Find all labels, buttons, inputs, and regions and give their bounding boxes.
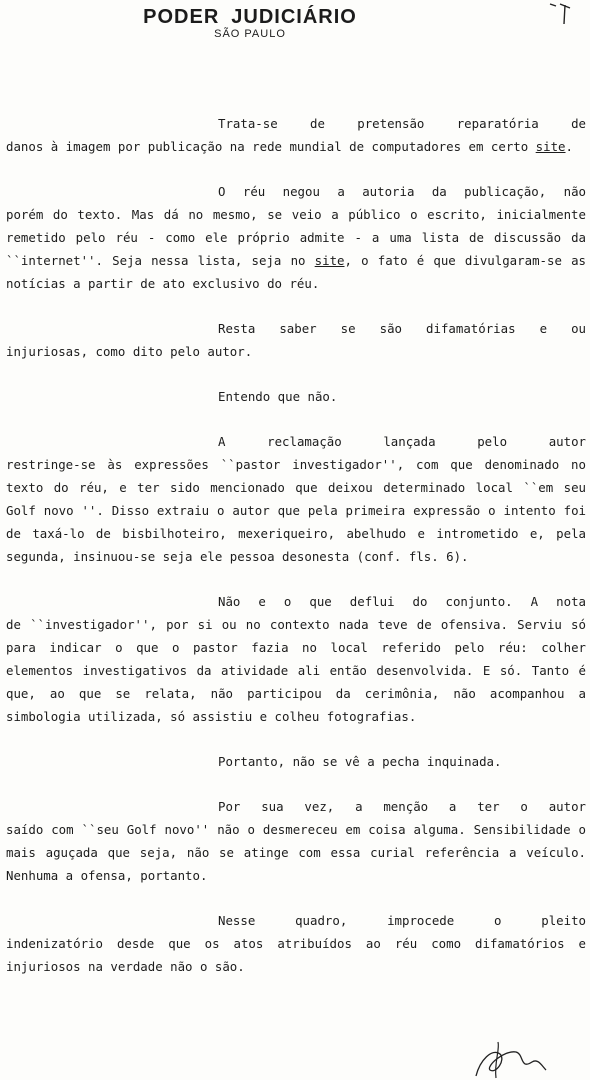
paragraph-4 (6, 385, 586, 408)
paragraph-line: , o fato é que divulgaram-se as notícias a partir de ato exclusivo do réu. (6, 253, 586, 291)
underlined-term: site (535, 139, 566, 154)
court-title (0, 6, 500, 29)
paragraph-line: de ``investigador'', por si ou no contexto nada teve de (6, 617, 432, 632)
paragraph-2 (6, 180, 586, 295)
paragraph-line: Sensibilidade o mais aguçada que seja, não se atinge com essa (6, 822, 586, 860)
document-header (0, 6, 500, 40)
paragraph-line: curial referência a veículo. Nenhuma a ofensa, portanto. (6, 845, 586, 883)
paragraph-line: injuriosas, como dito pelo autor. (6, 344, 253, 359)
paragraph-line: bisbilhoteiro, mexeriqueiro, abelhudo e intrometido e, pela (122, 526, 586, 541)
paragraph-line: difamatórios e injuriosos na verdade não o são. (6, 936, 586, 974)
paragraph-line: porém do texto. Mas dá no mesmo, se veio a público o escrito, (6, 207, 487, 222)
paragraph-8 (6, 795, 586, 887)
paragraph-line: O réu negou a autoria da publicação, não (218, 184, 586, 199)
paragraph-5 (6, 430, 586, 568)
court-title-word-2: JUDICIÁRIO (231, 6, 357, 28)
paragraph-line: só assistiu e colheu fotografias. (170, 709, 417, 724)
underlined-term: site (314, 253, 345, 268)
paragraph-9 (6, 909, 586, 978)
paragraph-7 (6, 750, 586, 773)
paragraph-line: participou da cerimônia, não acompanhou a simbologia utilizada, (6, 686, 586, 724)
paragraph-line: no (290, 253, 315, 268)
paragraph-line: denominado no texto do réu, e ter sido mencionado que deixou (6, 457, 586, 495)
paragraph-line: ali então desenvolvida. E só. Tanto é que, ao que se relata, não (6, 663, 586, 701)
paragraph-1 (6, 112, 586, 158)
paragraph-line: restringe-se às expressões ``pastor investigador'', com que (6, 457, 473, 472)
paragraph-line: uma lista de discussão da ``internet''. Seja nessa lista, seja (6, 230, 586, 268)
signature-icon (470, 1040, 550, 1080)
paragraph-line: determinado local ``em seu Golf novo ''. Disso extraiu o autor (6, 480, 586, 518)
paragraph-line: certo (490, 139, 536, 154)
paragraph-6 (6, 590, 586, 728)
paragraph-line: Nesse quadro, improcede o pleito (218, 913, 586, 928)
paragraph-line: inicialmente remetido pelo réu - como ele próprio admite - a (6, 207, 586, 245)
paragraph-line: Por sua vez, a menção a ter o autor (218, 799, 586, 814)
paragraph-3 (6, 317, 586, 363)
paragraph-line: Não e o que deflui do conjunto. A nota (218, 594, 586, 609)
paragraph-line: . (565, 139, 573, 154)
court-location: SÃO PAULO (214, 28, 286, 40)
paragraph-line: Resta saber se são difamatórias e ou (218, 321, 586, 336)
paragraph-line: saído com ``seu Golf novo'' não o desmereceu em coisa alguma. (6, 822, 466, 837)
document-body (6, 112, 586, 978)
paragraph-line: Trata-se de pretensão reparatória de (218, 116, 586, 131)
paragraph-line: que pela primeira expressão o intento foi de taxá-lo de (6, 503, 586, 541)
paragraph-line: A reclamação lançada pelo autor (218, 434, 586, 449)
page-number-mark-icon (548, 2, 576, 26)
paragraph-line: Portanto, não se vê a pecha inquinada. (218, 754, 502, 769)
paragraph-line: segunda, insinuou-se seja ele pessoa desonesta (conf. fls. 6). (6, 549, 469, 564)
court-title-word-1: PODER (143, 6, 220, 28)
paragraph-line: Entendo que não. (218, 389, 338, 404)
paragraph-line: danos à imagem por publicação na rede mundial de computadores em (6, 139, 484, 154)
paragraph-line: indenizatório desde que os atos atribuídos ao réu como (6, 936, 462, 951)
paragraph-line: referido pelo réu: colher elementos investigativos da atividade (6, 640, 587, 678)
paragraph-line: ofensiva. Serviu só para indicar o que o pastor fazia no local (6, 617, 586, 655)
